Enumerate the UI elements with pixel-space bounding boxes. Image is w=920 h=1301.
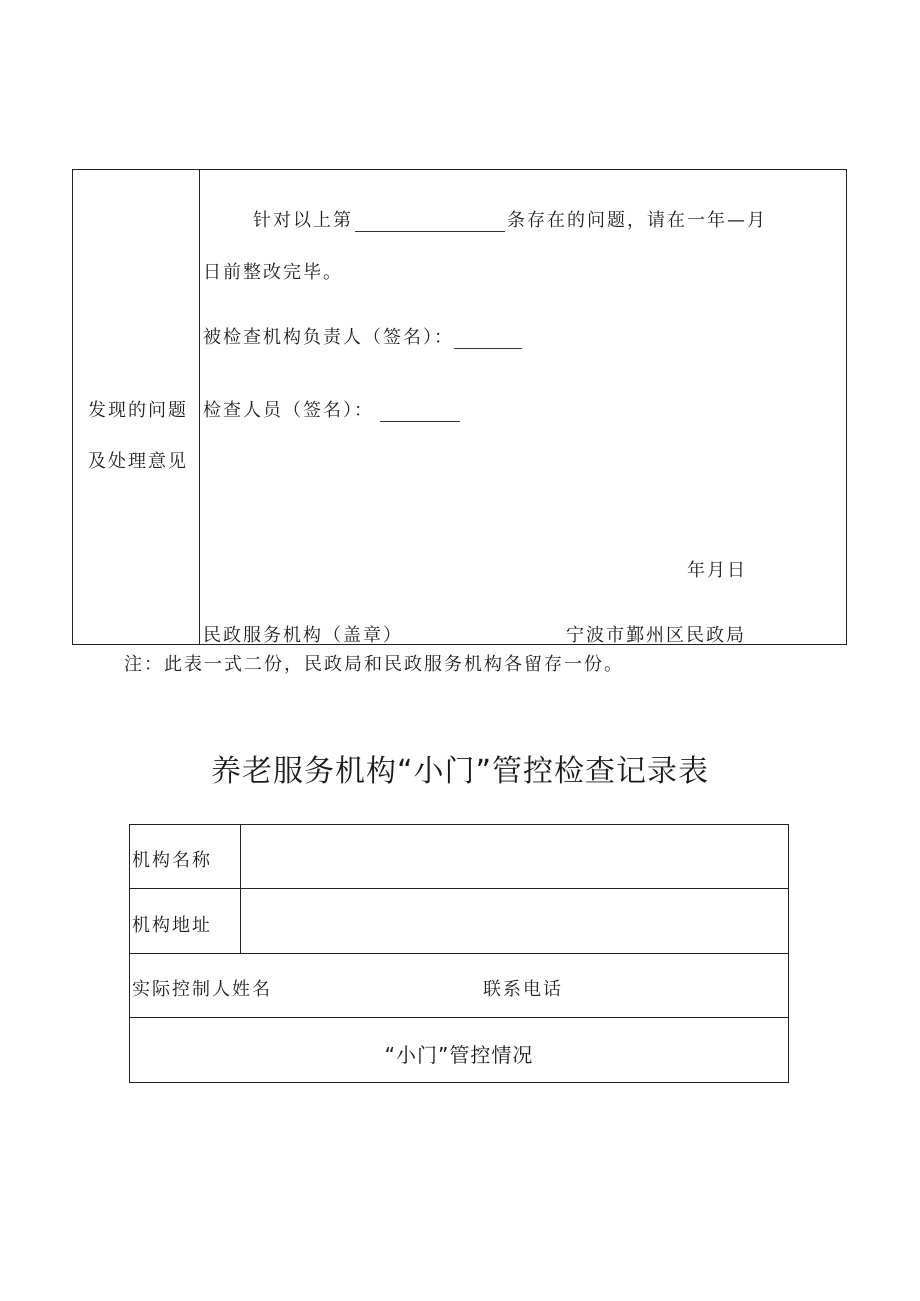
phone-label: 联系电话 [483, 979, 563, 1000]
org-name-label: 机构名称 [132, 850, 212, 871]
org-address-label: 机构地址 [132, 915, 212, 936]
rectify-suffix: 条存在的问题，请在一年—月 [507, 210, 767, 231]
inspector-signature-row [203, 396, 460, 422]
findings-label-line2: 及处理意见 [88, 451, 188, 472]
bureau-label: 宁波市鄞州区民政局 [566, 625, 746, 646]
responsible-signature-field[interactable] [454, 330, 522, 349]
findings-label-line1: 发现的问题 [88, 400, 188, 421]
rectify-line1 [253, 206, 767, 232]
rectify-prefix: 针对以上第 [253, 210, 353, 231]
date-label: 年月日 [687, 560, 747, 581]
note-text: 注：此表一式二份，民政局和民政服务机构各留存一份。 [124, 654, 624, 675]
responsible-label: 被检查机构负责人（签名）： [203, 327, 454, 348]
responsible-signature-row [203, 323, 522, 349]
form-title: 养老服务机构“小门”管控检查记录表 [210, 754, 710, 789]
org-name-field[interactable] [242, 826, 786, 887]
inspector-label: 检查人员（签名）： [203, 400, 374, 421]
controller-name-label: 实际控制人姓名 [132, 979, 272, 1000]
inspector-signature-field[interactable] [380, 403, 460, 422]
org-seal-label: 民政服务机构（盖章） [203, 625, 403, 646]
control-section-title: “小门”管控情况 [384, 1043, 534, 1067]
org-address-field[interactable] [242, 890, 786, 952]
rectify-line2: 日前整改完毕。 [203, 262, 343, 283]
item-number-field[interactable] [355, 213, 505, 232]
